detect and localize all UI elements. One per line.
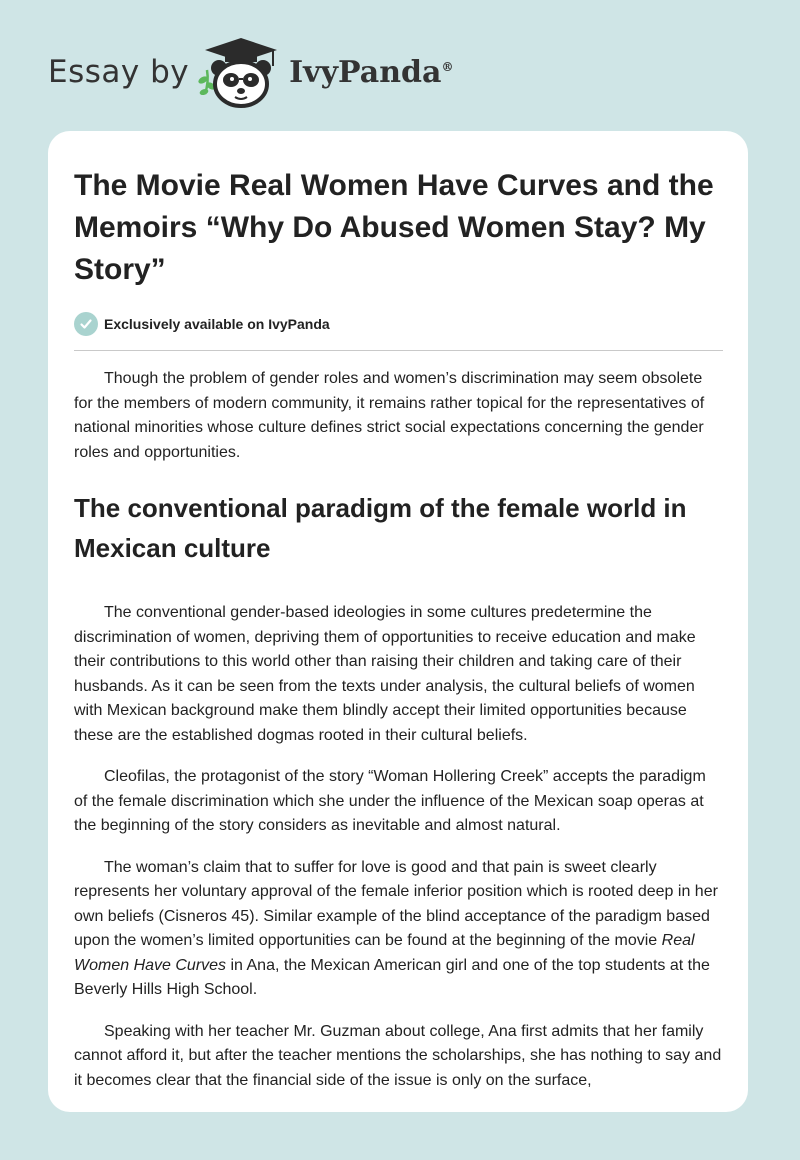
exclusive-label: Exclusively available on IvyPanda: [104, 316, 330, 332]
divider: [74, 350, 723, 351]
article-content: [74, 165, 723, 1093]
exclusive-badge: [74, 311, 723, 337]
body-paragraph: Speaking with her teacher Mr. Guzman about college, Ana first admits that her family cannot afford it, but after the teacher mentions the scholarships, she has nothing to say and it becomes clear that the financial side of the issue is only on the surface,: [74, 1022, 722, 1089]
article-card: [48, 131, 748, 1112]
section-heading: The conventional paradigm of the female world in Mexican culture: [74, 493, 687, 563]
brand-name[interactable]: [289, 55, 453, 90]
panda-logo-icon[interactable]: [195, 34, 287, 110]
registered-mark: ®: [441, 59, 454, 74]
checkmark-icon: [74, 312, 98, 336]
body-paragraph: The conventional gender-based ideologies in some cultures predetermine the discrimination of women, depriving them of opportunities to receive education and make their contributions to this world other than raising their children and taking care of their husbands. As it can be seen from the texts under analysis, the cultural beliefs of women with Mexican background make them blindly accept their limited opportunities because these are the established dogmas rooted in their cultural beliefs.: [74, 604, 696, 744]
body-paragraph: Cleofilas, the protagonist of the story “Woman Hollering Creek” accepts the paradigm of the female discrimination which she under the influence of the Mexican soap operas at the beginning of the story considers as inevitable and almost natural.: [74, 768, 706, 834]
paragraph-text: The woman’s claim that to suffer for love is good and that pain is sweet clearly represents her voluntary approval of the female inferior position which is rooted deep in her own beliefs (Cisneros 45). Similar example of the blind acceptance of the paradigm based upon the women’s limited opportunities can be found at the beginning of the movie: [74, 858, 718, 949]
paragraph-text: in Ana, the Mexican American girl and one of the top students at the Beverly Hills High School.: [74, 956, 710, 998]
article-title: The Movie Real Women Have Curves and the Memoirs “Why Do Abused Women Stay? My Story”: [74, 169, 714, 286]
intro-paragraph: Though the problem of gender roles and women’s discrimination may seem obsolete for the members of modern community, it remains rather topical for the representatives of national minorities whose culture defines strict social expectations concerning the gender roles and opportunities.: [74, 370, 705, 461]
body-paragraph: [74, 856, 723, 1003]
brand-text: IvyPanda: [289, 54, 442, 90]
movie-title: Real Women Have Curves: [74, 932, 695, 974]
site-header: [48, 34, 453, 110]
essay-by-label: Essay by: [48, 54, 190, 90]
